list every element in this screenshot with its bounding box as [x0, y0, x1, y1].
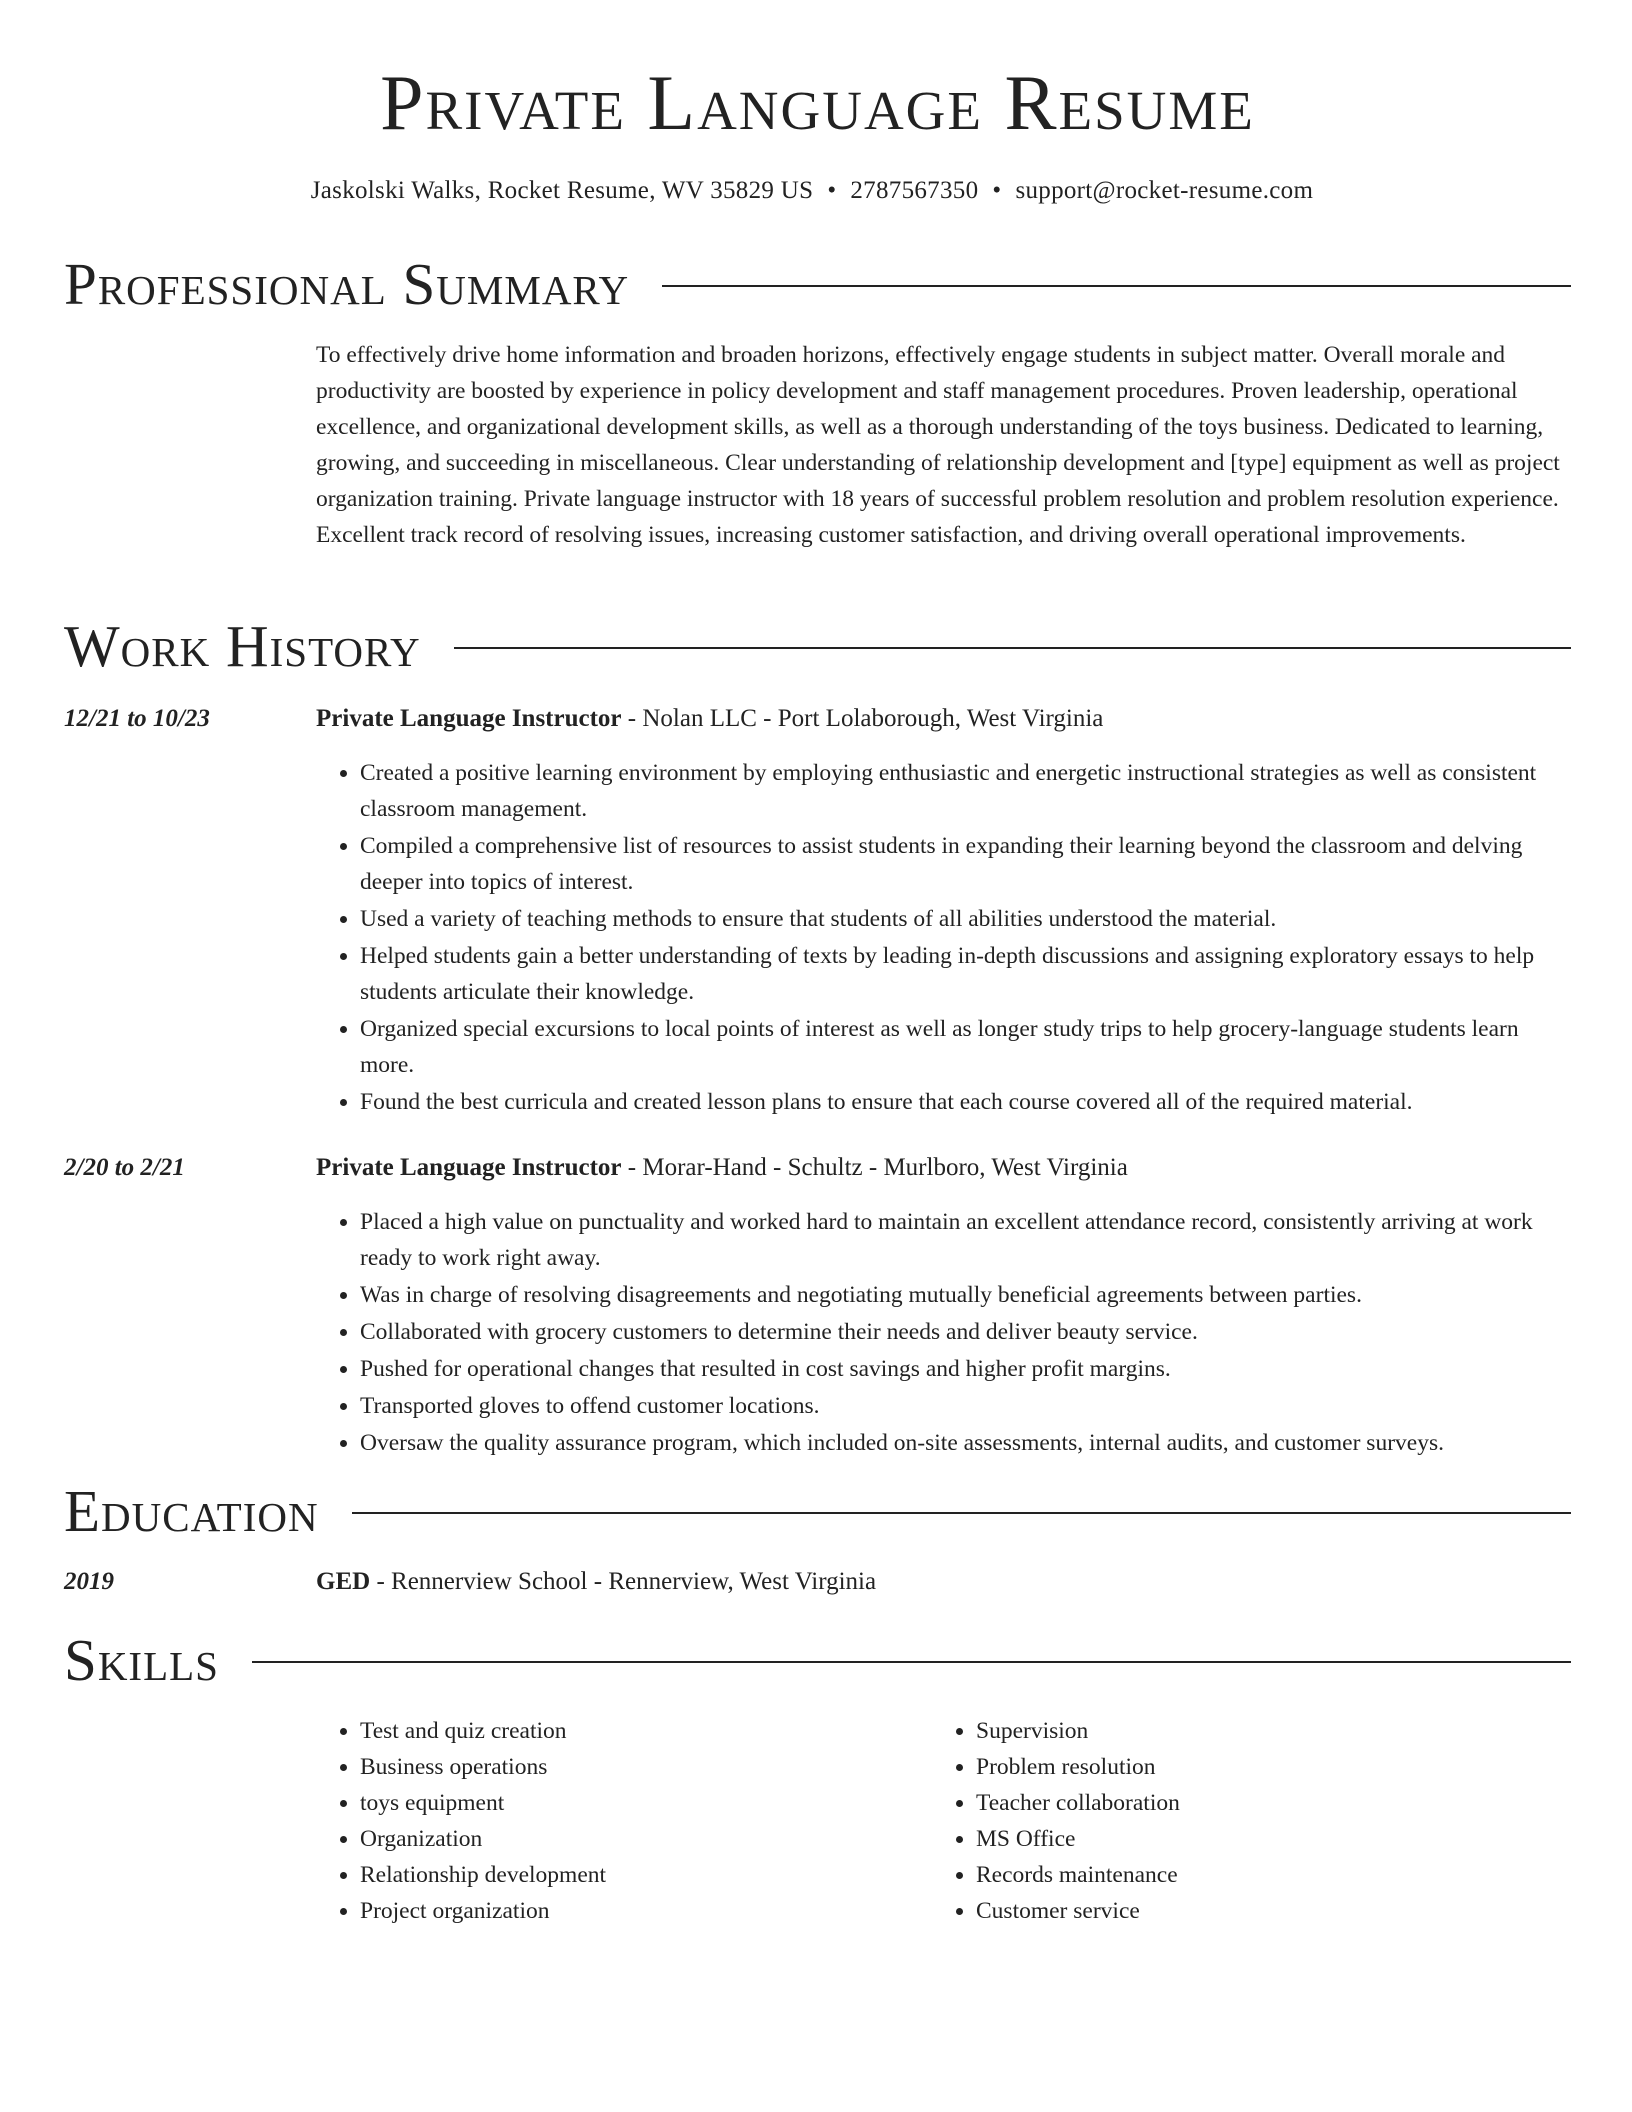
list-item: • Oversaw the quality assurance program, which included on-site assessments, internal audits, and customer surveys.: [360, 1425, 1571, 1461]
section-title: Professional Summary: [64, 251, 630, 317]
contact-separator: •: [827, 177, 837, 204]
section-title: Skills: [64, 1627, 219, 1693]
skills-list-right: [932, 1713, 1492, 1929]
list-item: • Transported gloves to offend customer locations.: [360, 1388, 1571, 1424]
list-item: • Found the best curricula and created lesson plans to ensure that each course covered all of the required material.: [360, 1084, 1571, 1120]
summary-text: To effectively drive home information and broaden horizons, effectively engage students in subject matter. Overall morale and productivity are boosted by experience in policy development and staff management procedures. Proven leadership, operational excellence, and organizational development skills, as well as a thorough understanding of the toys business. Dedicated to learning, growing, and succeeding in miscellaneous. Clear understanding of relationship development and [type] equipment as well as project organization training. Private language instructor with 18 years of successful problem resolution and problem resolution experience. Excellent track record of resolving issues, increasing customer satisfaction, and driving overall operational improvements.: [316, 342, 1560, 548]
work-section-header: [64, 614, 1571, 678]
contact-separator: •: [992, 177, 1002, 204]
list-item: • Teacher collaboration: [976, 1785, 1492, 1821]
job-details: - Morar-Hand - Schultz - Murlboro, West Virginia: [621, 1154, 1128, 1181]
section-title: Work History: [64, 613, 421, 679]
skills-list-left: [316, 1713, 876, 1929]
section-divider: [252, 1661, 1571, 1663]
list-item: • Supervision: [976, 1713, 1492, 1749]
job-details: - Nolan LLC - Port Lolaborough, West Virginia: [621, 705, 1104, 732]
education-year: 2019: [64, 1568, 114, 1595]
job-heading: [316, 701, 1103, 737]
list-item: • Project organization: [360, 1893, 876, 1929]
education-heading: [316, 1564, 876, 1600]
list-item: • Records maintenance: [976, 1857, 1492, 1893]
list-item: • Compiled a comprehensive list of resources to assist students in expanding their learning beyond the classroom and delving deeper into topics of interest.: [360, 828, 1571, 900]
list-item: • Organization: [360, 1821, 876, 1857]
list-item: • Placed a high value on punctuality and worked hard to maintain an excellent attendance record, consistently arriving at work ready to work right away.: [360, 1204, 1571, 1276]
resume-title: Private Language Resume: [380, 59, 1255, 146]
job-dates: 2/20 to 2/21: [64, 1154, 185, 1181]
list-item: • Used a variety of teaching methods to ensure that students of all abilities understood the material.: [360, 901, 1571, 937]
list-item: • toys equipment: [360, 1785, 876, 1821]
list-item: • Was in charge of resolving disagreements and negotiating mutually beneficial agreements between parties.: [360, 1277, 1571, 1313]
list-item: • Relationship development: [360, 1857, 876, 1893]
job-role: Private Language Instructor: [316, 1154, 622, 1181]
list-item: • Test and quiz creation: [360, 1713, 876, 1749]
list-item: • Customer service: [976, 1893, 1492, 1929]
list-item: • Helped students gain a better understanding of texts by leading in-depth discussions and assigning exploratory essays to help students articulate their knowledge.: [360, 938, 1571, 1010]
job-bullets: [316, 1204, 1571, 1462]
contact-address: Jaskolski Walks, Rocket Resume, WV 35829 US: [310, 177, 814, 204]
list-item: • Business operations: [360, 1749, 876, 1785]
job-heading: [316, 1150, 1128, 1186]
list-item: • MS Office: [976, 1821, 1492, 1857]
section-title: Education: [64, 1478, 319, 1544]
contact-phone: 2787567350: [850, 177, 979, 204]
job-dates: 12/21 to 10/23: [64, 705, 210, 732]
list-item: • Pushed for operational changes that resulted in cost savings and higher profit margins.: [360, 1351, 1571, 1387]
contact-line: [32, 174, 1592, 208]
job-bullets: [316, 755, 1571, 1121]
contact-email: support@rocket-resume.com: [1015, 177, 1314, 204]
education-degree: GED: [316, 1568, 371, 1595]
skills-section-header: [64, 1628, 1571, 1692]
education-section-header: [64, 1479, 1571, 1543]
summary-section-header: [64, 252, 1571, 316]
list-item: • Created a positive learning environment by employing enthusiastic and energetic instructional strategies as well as consistent classroom management.: [360, 755, 1571, 827]
education-details: - Rennerview School - Rennerview, West Virginia: [370, 1568, 877, 1595]
list-item: • Organized special excursions to local points of interest as well as longer study trips to help grocery-language students learn more.: [360, 1011, 1571, 1083]
section-divider: [454, 647, 1571, 649]
list-item: • Collaborated with grocery customers to determine their needs and deliver beauty service.: [360, 1314, 1571, 1350]
job-role: Private Language Instructor: [316, 705, 622, 732]
section-divider: [352, 1512, 1571, 1514]
list-item: • Problem resolution: [976, 1749, 1492, 1785]
section-divider: [662, 285, 1571, 287]
